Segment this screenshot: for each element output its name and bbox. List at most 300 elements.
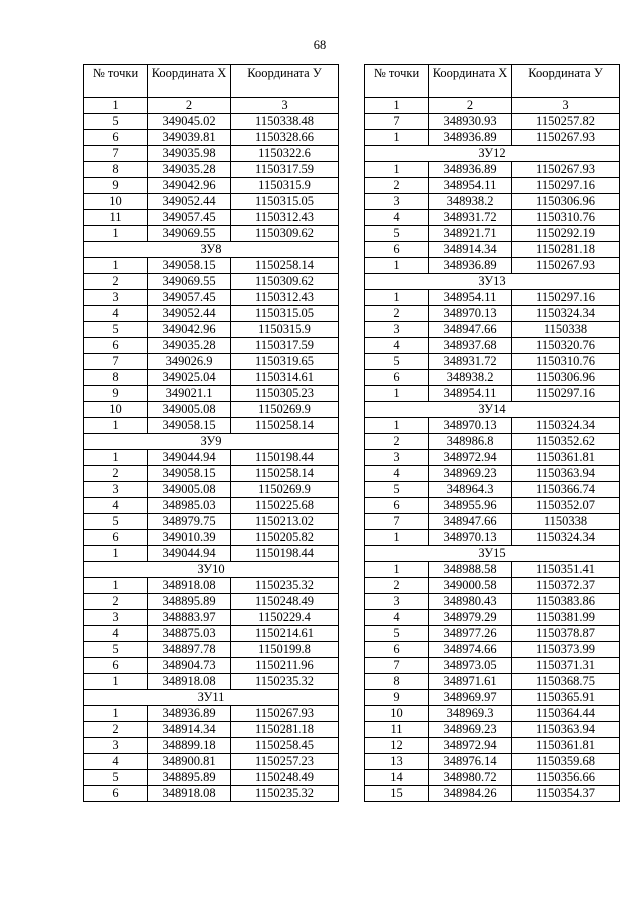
table-row xyxy=(84,418,339,434)
coordinate-x-cell: 2 xyxy=(148,98,231,114)
header-coordinate-y: Координата У xyxy=(512,65,620,98)
coordinate-y-cell: 1150363.94 xyxy=(512,722,620,738)
table-row xyxy=(84,498,339,514)
coordinate-y-cell: 1150267.93 xyxy=(512,130,620,146)
header-point-number: № точки xyxy=(365,65,429,98)
point-number-cell: 1 xyxy=(84,98,148,114)
coordinate-y-cell: 1150258.14 xyxy=(231,418,339,434)
coordinate-y-cell: 1150312.43 xyxy=(231,290,339,306)
table-row xyxy=(365,290,620,306)
table-row xyxy=(84,258,339,274)
point-number-cell: 3 xyxy=(84,290,148,306)
point-number-cell: 7 xyxy=(365,658,429,674)
page-number: 68 xyxy=(313,38,327,52)
table-row xyxy=(365,626,620,642)
coordinate-y-cell: 1150267.93 xyxy=(512,162,620,178)
table-row xyxy=(84,578,339,594)
coordinate-x-cell: 349069.55 xyxy=(148,274,231,290)
point-number-cell: 9 xyxy=(84,386,148,402)
table-row xyxy=(365,306,620,322)
coordinate-y-cell: 1150352.62 xyxy=(512,434,620,450)
table-row xyxy=(365,482,620,498)
point-number-cell: 6 xyxy=(84,786,148,802)
coordinate-y-cell: 1150281.18 xyxy=(512,242,620,258)
table-row xyxy=(365,178,620,194)
point-number-cell: 6 xyxy=(365,642,429,658)
coordinate-x-cell: 348955.96 xyxy=(429,498,512,514)
coordinate-x-cell: 348938.2 xyxy=(429,194,512,210)
point-number-cell: 1 xyxy=(365,530,429,546)
table-row xyxy=(84,450,339,466)
coordinate-y-cell: 1150205.82 xyxy=(231,530,339,546)
coordinate-y-cell: 1150198.44 xyxy=(231,546,339,562)
coordinate-x-cell: 348931.72 xyxy=(429,354,512,370)
coordinate-x-cell: 348969.3 xyxy=(429,706,512,722)
table-row xyxy=(365,562,620,578)
point-number-cell: 4 xyxy=(84,306,148,322)
coordinate-y-cell: 1150199.8 xyxy=(231,642,339,658)
coordinate-x-cell: 348938.2 xyxy=(429,370,512,386)
coordinate-x-cell: 348984.26 xyxy=(429,786,512,802)
table-row xyxy=(365,354,620,370)
point-number-cell: 1 xyxy=(365,162,429,178)
point-number-cell: 6 xyxy=(365,498,429,514)
coordinate-x-cell: 349058.15 xyxy=(148,466,231,482)
table-row xyxy=(84,466,339,482)
table-row xyxy=(84,162,339,178)
table-row xyxy=(365,194,620,210)
table-row xyxy=(84,130,339,146)
coordinate-y-cell: 1150257.82 xyxy=(512,114,620,130)
point-number-cell: 2 xyxy=(365,578,429,594)
point-number-cell: 6 xyxy=(84,338,148,354)
coordinate-x-cell: 348970.13 xyxy=(429,418,512,434)
table-row xyxy=(365,610,620,626)
coordinate-x-cell: 348979.29 xyxy=(429,610,512,626)
coordinate-x-cell: 348973.05 xyxy=(429,658,512,674)
table-row xyxy=(365,754,620,770)
coordinate-y-cell: 1150235.32 xyxy=(231,578,339,594)
zone-label: ЗУ11 xyxy=(84,690,339,706)
coordinate-x-cell: 348985.03 xyxy=(148,498,231,514)
coordinates-table-left xyxy=(83,64,339,802)
table-row xyxy=(84,98,339,114)
coordinate-y-cell: 1150211.96 xyxy=(231,658,339,674)
header-coordinate-x: Координата Х xyxy=(148,65,231,98)
table-row xyxy=(84,770,339,786)
table-row xyxy=(84,178,339,194)
point-number-cell: 3 xyxy=(365,594,429,610)
table-row xyxy=(84,290,339,306)
coordinate-x-cell: 348918.08 xyxy=(148,786,231,802)
point-number-cell: 8 xyxy=(365,674,429,690)
point-number-cell: 5 xyxy=(84,642,148,658)
table-row xyxy=(365,722,620,738)
table-row xyxy=(365,450,620,466)
coordinate-y-cell: 1150297.16 xyxy=(512,178,620,194)
table-row xyxy=(365,98,620,114)
coordinate-x-cell: 349042.96 xyxy=(148,178,231,194)
coordinate-y-cell: 1150267.93 xyxy=(231,706,339,722)
coordinate-y-cell: 1150368.75 xyxy=(512,674,620,690)
coordinate-y-cell: 1150281.18 xyxy=(231,722,339,738)
zone-label: ЗУ8 xyxy=(84,242,339,258)
coordinate-x-cell: 348914.34 xyxy=(148,722,231,738)
coordinate-x-cell: 2 xyxy=(429,98,512,114)
coordinate-x-cell: 348918.08 xyxy=(148,674,231,690)
table-row xyxy=(365,706,620,722)
zone-label: ЗУ13 xyxy=(365,274,620,290)
coordinate-x-cell: 349035.28 xyxy=(148,162,231,178)
point-number-cell: 7 xyxy=(84,146,148,162)
coordinate-y-cell: 1150328.66 xyxy=(231,130,339,146)
table-row xyxy=(84,354,339,370)
coordinate-y-cell: 1150214.61 xyxy=(231,626,339,642)
table-row xyxy=(84,402,339,418)
point-number-cell: 1 xyxy=(84,450,148,466)
coordinate-x-cell: 348895.89 xyxy=(148,594,231,610)
coordinate-x-cell: 348899.18 xyxy=(148,738,231,754)
coordinate-y-cell: 1150354.37 xyxy=(512,786,620,802)
table-row xyxy=(365,210,620,226)
coordinate-y-cell: 1150258.14 xyxy=(231,466,339,482)
point-number-cell: 1 xyxy=(365,130,429,146)
table-row xyxy=(365,386,620,402)
coordinate-y-cell: 3 xyxy=(231,98,339,114)
coordinate-x-cell: 348954.11 xyxy=(429,386,512,402)
point-number-cell: 5 xyxy=(365,226,429,242)
table-row xyxy=(84,338,339,354)
coordinate-x-cell: 348936.89 xyxy=(429,258,512,274)
table-row xyxy=(365,770,620,786)
coordinate-x-cell: 349045.02 xyxy=(148,114,231,130)
coordinate-x-cell: 348988.58 xyxy=(429,562,512,578)
table-row xyxy=(84,386,339,402)
coordinate-y-cell: 1150312.43 xyxy=(231,210,339,226)
table-row xyxy=(365,594,620,610)
point-number-cell: 5 xyxy=(84,514,148,530)
coordinate-y-cell: 1150248.49 xyxy=(231,770,339,786)
table-row xyxy=(84,482,339,498)
point-number-cell: 7 xyxy=(365,514,429,530)
point-number-cell: 6 xyxy=(365,370,429,386)
table-row xyxy=(84,146,339,162)
coordinate-y-cell: 1150383.86 xyxy=(512,594,620,610)
coordinate-y-cell: 1150258.14 xyxy=(231,258,339,274)
point-number-cell: 7 xyxy=(84,354,148,370)
coordinate-x-cell: 348964.3 xyxy=(429,482,512,498)
point-number-cell: 6 xyxy=(84,530,148,546)
coordinate-y-cell: 1150317.59 xyxy=(231,338,339,354)
point-number-cell: 1 xyxy=(84,674,148,690)
header-row xyxy=(365,65,620,98)
table-row xyxy=(84,738,339,754)
coordinate-x-cell: 348977.26 xyxy=(429,626,512,642)
header-point-number: № точки xyxy=(84,65,148,98)
coordinate-x-cell: 348947.66 xyxy=(429,322,512,338)
coordinate-x-cell: 348936.89 xyxy=(148,706,231,722)
zone-header-row xyxy=(84,690,339,706)
table-row xyxy=(84,626,339,642)
point-number-cell: 1 xyxy=(365,258,429,274)
table-row xyxy=(84,722,339,738)
coordinate-y-cell: 1150319.65 xyxy=(231,354,339,370)
table-row xyxy=(365,258,620,274)
coordinate-x-cell: 349021.1 xyxy=(148,386,231,402)
table-row xyxy=(84,114,339,130)
point-number-cell: 3 xyxy=(84,738,148,754)
coordinate-x-cell: 349005.08 xyxy=(148,482,231,498)
coordinate-y-cell: 1150381.99 xyxy=(512,610,620,626)
table-row xyxy=(365,130,620,146)
coordinate-y-cell: 1150352.07 xyxy=(512,498,620,514)
coordinate-x-cell: 349025.04 xyxy=(148,370,231,386)
coordinates-table-right xyxy=(364,64,620,802)
zone-header-row xyxy=(365,402,620,418)
point-number-cell: 2 xyxy=(365,434,429,450)
point-number-cell: 10 xyxy=(84,402,148,418)
table-row xyxy=(365,418,620,434)
coordinate-x-cell: 348970.13 xyxy=(429,530,512,546)
zone-label: ЗУ12 xyxy=(365,146,620,162)
coordinate-y-cell: 1150257.23 xyxy=(231,754,339,770)
point-number-cell: 1 xyxy=(365,418,429,434)
table-row xyxy=(365,338,620,354)
table-row xyxy=(365,466,620,482)
table-row xyxy=(84,658,339,674)
table-row xyxy=(365,514,620,530)
coordinate-x-cell: 348954.11 xyxy=(429,178,512,194)
coordinate-x-cell: 348974.66 xyxy=(429,642,512,658)
point-number-cell: 1 xyxy=(365,290,429,306)
point-number-cell: 8 xyxy=(84,370,148,386)
coordinate-y-cell: 1150213.02 xyxy=(231,514,339,530)
table-row xyxy=(365,786,620,802)
point-number-cell: 10 xyxy=(365,706,429,722)
coordinate-y-cell: 1150378.87 xyxy=(512,626,620,642)
point-number-cell: 5 xyxy=(365,626,429,642)
point-number-cell: 14 xyxy=(365,770,429,786)
coordinate-y-cell: 1150267.93 xyxy=(512,258,620,274)
point-number-cell: 9 xyxy=(365,690,429,706)
point-number-cell: 2 xyxy=(84,274,148,290)
table-row xyxy=(365,530,620,546)
coordinate-y-cell: 1150324.34 xyxy=(512,306,620,322)
coordinate-x-cell: 348931.72 xyxy=(429,210,512,226)
coordinate-y-cell: 1150305.23 xyxy=(231,386,339,402)
table-row xyxy=(365,226,620,242)
table-row xyxy=(84,610,339,626)
table-row xyxy=(84,370,339,386)
point-number-cell: 1 xyxy=(84,418,148,434)
coordinate-y-cell: 1150371.31 xyxy=(512,658,620,674)
coordinate-y-cell: 1150322.6 xyxy=(231,146,339,162)
point-number-cell: 3 xyxy=(84,482,148,498)
coordinate-y-cell: 1150320.76 xyxy=(512,338,620,354)
coordinate-x-cell: 348986.8 xyxy=(429,434,512,450)
point-number-cell: 4 xyxy=(365,338,429,354)
point-number-cell: 2 xyxy=(365,306,429,322)
coordinate-y-cell: 1150309.62 xyxy=(231,226,339,242)
point-number-cell: 5 xyxy=(365,482,429,498)
point-number-cell: 1 xyxy=(365,562,429,578)
point-number-cell: 6 xyxy=(84,658,148,674)
point-number-cell: 1 xyxy=(365,98,429,114)
zone-header-row xyxy=(84,242,339,258)
coordinate-x-cell: 348980.43 xyxy=(429,594,512,610)
table-row xyxy=(84,306,339,322)
table-row xyxy=(365,578,620,594)
header-row xyxy=(84,65,339,98)
coordinate-x-cell: 348904.73 xyxy=(148,658,231,674)
coordinate-y-cell: 1150324.34 xyxy=(512,530,620,546)
point-number-cell: 1 xyxy=(84,226,148,242)
table-row xyxy=(365,674,620,690)
point-number-cell: 5 xyxy=(84,114,148,130)
coordinate-x-cell: 348970.13 xyxy=(429,306,512,322)
table-row xyxy=(84,194,339,210)
table-row xyxy=(365,738,620,754)
coordinate-y-cell: 1150310.76 xyxy=(512,210,620,226)
coordinate-x-cell: 348979.75 xyxy=(148,514,231,530)
table-row xyxy=(84,674,339,690)
coordinate-y-cell: 1150324.34 xyxy=(512,418,620,434)
coordinate-x-cell: 348954.11 xyxy=(429,290,512,306)
zone-header-row xyxy=(365,274,620,290)
point-number-cell: 1 xyxy=(84,578,148,594)
coordinate-y-cell: 1150306.96 xyxy=(512,194,620,210)
coordinate-x-cell: 349044.94 xyxy=(148,450,231,466)
coordinate-y-cell: 1150364.44 xyxy=(512,706,620,722)
coordinate-y-cell: 1150225.68 xyxy=(231,498,339,514)
table-row xyxy=(365,498,620,514)
table-row xyxy=(84,530,339,546)
left-table-body xyxy=(84,65,339,802)
coordinate-x-cell: 349005.08 xyxy=(148,402,231,418)
coordinate-x-cell: 348976.14 xyxy=(429,754,512,770)
coordinate-x-cell: 349039.81 xyxy=(148,130,231,146)
point-number-cell: 3 xyxy=(365,450,429,466)
coordinate-y-cell: 1150359.68 xyxy=(512,754,620,770)
table-row xyxy=(84,210,339,226)
zone-header-row xyxy=(84,434,339,450)
coordinate-x-cell: 348947.66 xyxy=(429,514,512,530)
coordinate-x-cell: 348914.34 xyxy=(429,242,512,258)
coordinate-x-cell: 348936.89 xyxy=(429,130,512,146)
coordinate-y-cell: 1150356.66 xyxy=(512,770,620,786)
table-row xyxy=(365,642,620,658)
coordinate-y-cell: 1150366.74 xyxy=(512,482,620,498)
point-number-cell: 6 xyxy=(84,130,148,146)
point-number-cell: 1 xyxy=(84,258,148,274)
table-row xyxy=(84,594,339,610)
point-number-cell: 4 xyxy=(84,498,148,514)
coordinate-y-cell: 1150338 xyxy=(512,514,620,530)
coordinate-y-cell: 1150306.96 xyxy=(512,370,620,386)
point-number-cell: 3 xyxy=(84,610,148,626)
point-number-cell: 5 xyxy=(365,354,429,370)
table-row xyxy=(365,162,620,178)
coordinate-x-cell: 348921.71 xyxy=(429,226,512,242)
point-number-cell: 4 xyxy=(365,466,429,482)
table-row xyxy=(365,658,620,674)
coordinate-y-cell: 1150315.9 xyxy=(231,322,339,338)
table-row xyxy=(84,642,339,658)
coordinate-x-cell: 349042.96 xyxy=(148,322,231,338)
coordinate-y-cell: 1150310.76 xyxy=(512,354,620,370)
coordinate-y-cell: 1150315.05 xyxy=(231,194,339,210)
coordinate-y-cell: 1150338 xyxy=(512,322,620,338)
coordinate-y-cell: 1150258.45 xyxy=(231,738,339,754)
coordinate-y-cell: 3 xyxy=(512,98,620,114)
coordinate-x-cell: 348969.23 xyxy=(429,722,512,738)
point-number-cell: 9 xyxy=(84,178,148,194)
coordinate-y-cell: 1150363.94 xyxy=(512,466,620,482)
table-row xyxy=(84,226,339,242)
coordinate-x-cell: 348937.68 xyxy=(429,338,512,354)
coordinate-y-cell: 1150361.81 xyxy=(512,450,620,466)
table-row xyxy=(365,322,620,338)
table-row xyxy=(84,786,339,802)
coordinate-x-cell: 349044.94 xyxy=(148,546,231,562)
coordinate-y-cell: 1150373.99 xyxy=(512,642,620,658)
coordinate-x-cell: 349026.9 xyxy=(148,354,231,370)
header-coordinate-x: Координата Х xyxy=(429,65,512,98)
right-table-body xyxy=(365,65,620,802)
table-row xyxy=(365,690,620,706)
coordinate-x-cell: 348897.78 xyxy=(148,642,231,658)
point-number-cell: 4 xyxy=(365,210,429,226)
point-number-cell: 15 xyxy=(365,786,429,802)
point-number-cell: 2 xyxy=(84,722,148,738)
zone-label: ЗУ10 xyxy=(84,562,339,578)
zone-header-row xyxy=(365,546,620,562)
zone-label: ЗУ9 xyxy=(84,434,339,450)
point-number-cell: 4 xyxy=(365,610,429,626)
point-number-cell: 2 xyxy=(84,594,148,610)
point-number-cell: 3 xyxy=(365,194,429,210)
coordinate-y-cell: 1150315.05 xyxy=(231,306,339,322)
table-row xyxy=(84,322,339,338)
coordinate-x-cell: 348936.89 xyxy=(429,162,512,178)
table-row xyxy=(84,754,339,770)
point-number-cell: 3 xyxy=(365,322,429,338)
coordinate-x-cell: 349035.98 xyxy=(148,146,231,162)
coordinate-x-cell: 349035.28 xyxy=(148,338,231,354)
coordinate-x-cell: 348972.94 xyxy=(429,450,512,466)
point-number-cell: 1 xyxy=(84,706,148,722)
coordinate-x-cell: 349000.58 xyxy=(429,578,512,594)
header-coordinate-y: Координата У xyxy=(231,65,339,98)
table-row xyxy=(84,706,339,722)
zone-label: ЗУ15 xyxy=(365,546,620,562)
coordinate-x-cell: 349057.45 xyxy=(148,210,231,226)
point-number-cell: 5 xyxy=(84,770,148,786)
coordinate-x-cell: 349058.15 xyxy=(148,418,231,434)
zone-header-row xyxy=(365,146,620,162)
coordinate-x-cell: 348883.97 xyxy=(148,610,231,626)
point-number-cell: 4 xyxy=(84,626,148,642)
coordinate-y-cell: 1150269.9 xyxy=(231,402,339,418)
coordinate-x-cell: 348930.93 xyxy=(429,114,512,130)
table-row xyxy=(365,434,620,450)
zone-label: ЗУ14 xyxy=(365,402,620,418)
coordinate-x-cell: 348971.61 xyxy=(429,674,512,690)
coordinate-x-cell: 348918.08 xyxy=(148,578,231,594)
coordinate-y-cell: 1150317.59 xyxy=(231,162,339,178)
coordinate-y-cell: 1150297.16 xyxy=(512,386,620,402)
coordinate-y-cell: 1150338.48 xyxy=(231,114,339,130)
